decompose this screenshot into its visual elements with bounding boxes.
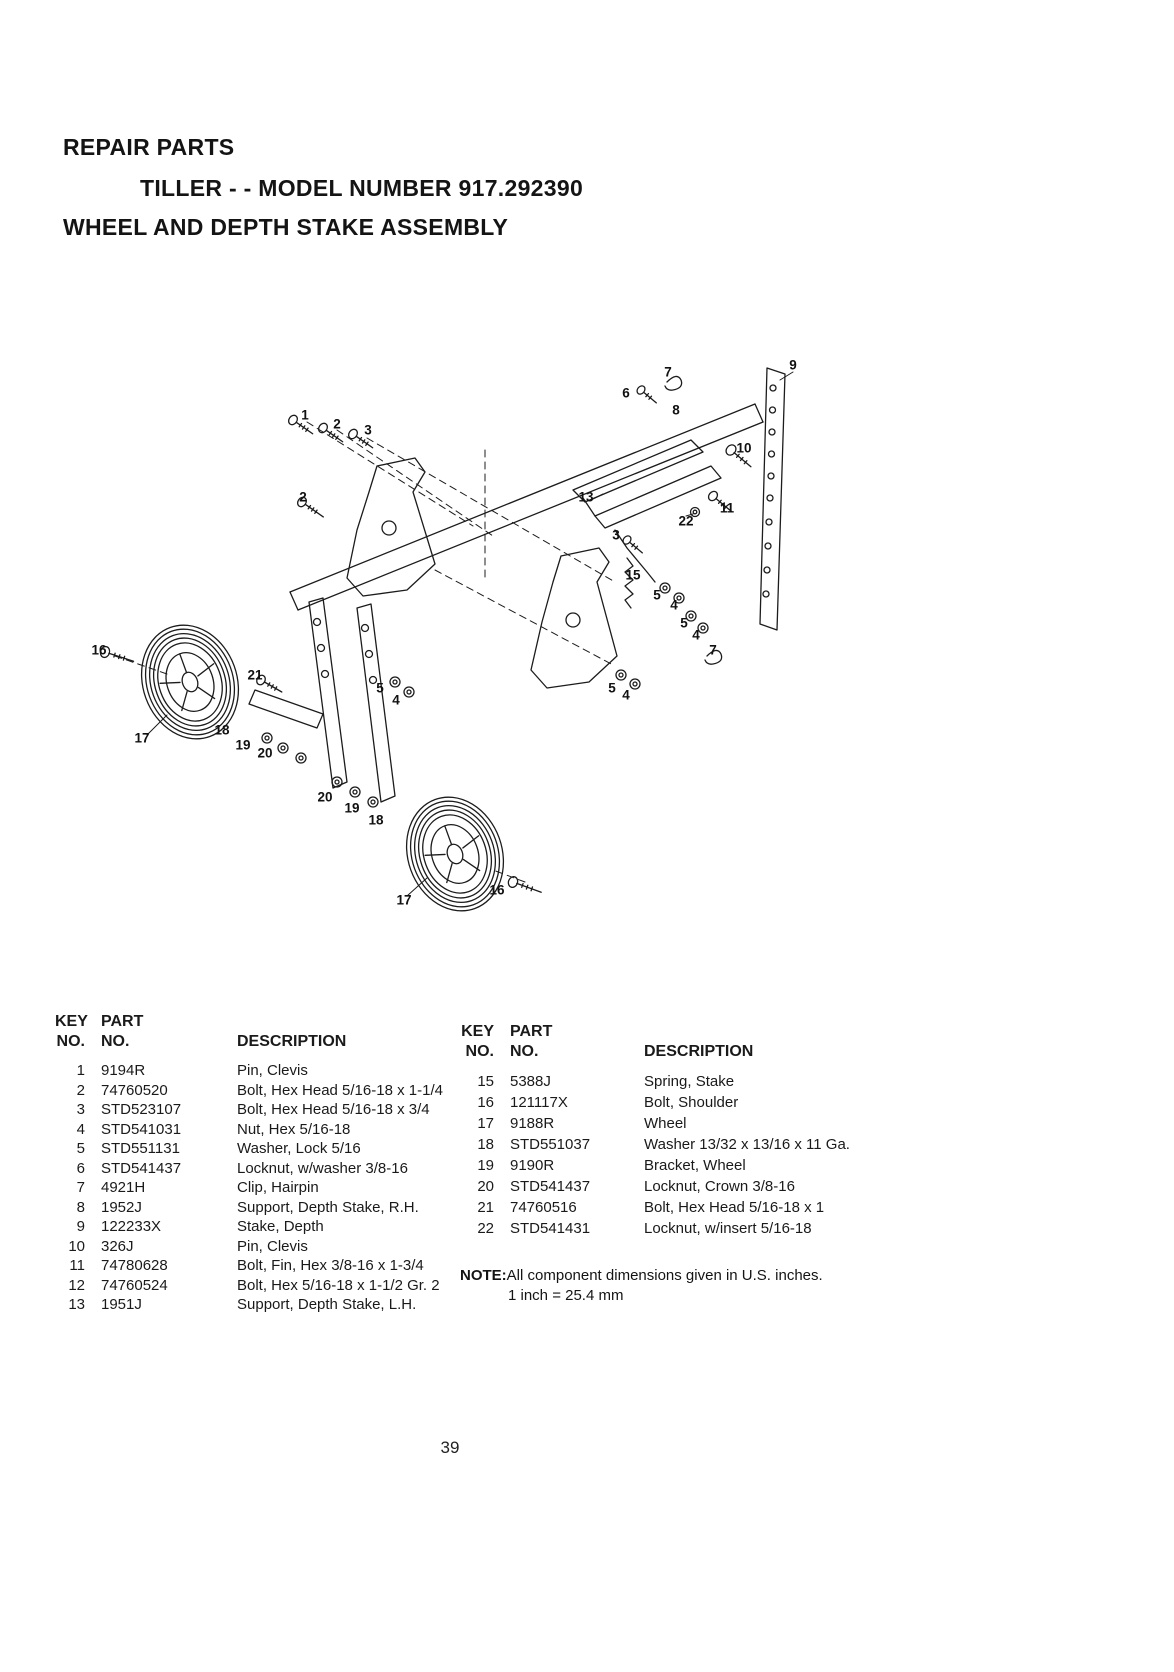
diagram-drawing (55, 330, 875, 930)
callout-5: 5 (608, 680, 616, 696)
cell-part-no: STD541031 (101, 1120, 182, 1138)
cell-part-no: STD541431 (510, 1220, 591, 1237)
callout-20: 20 (257, 745, 273, 761)
cell-description: Pin, Clevis (237, 1237, 308, 1255)
header-no-part: NO. (101, 1033, 130, 1050)
cell-part-no: 74780628 (101, 1257, 168, 1274)
table-row (460, 1197, 890, 1218)
callout-4: 4 (392, 692, 400, 708)
cell-part-no: 9188R (510, 1115, 555, 1132)
cell-description: Bolt, Hex Head 5/16-18 x 3/4 (237, 1101, 430, 1118)
callout-9: 9 (789, 357, 797, 373)
table-row (460, 1176, 890, 1197)
cell-description: Locknut, w/washer 3/8-16 (237, 1159, 408, 1177)
cell-description: Bracket, Wheel (644, 1157, 746, 1174)
cell-key-no: 22 (477, 1220, 494, 1237)
cell-part-no: 5388J (510, 1073, 551, 1090)
table-row (55, 1178, 460, 1198)
cell-description: Bolt, Shoulder (644, 1094, 739, 1111)
callout-11: 11 (719, 500, 735, 516)
note-line1 (460, 1266, 870, 1286)
cell-part-no: 326J (101, 1237, 134, 1255)
cell-key-no: 2 (76, 1081, 85, 1099)
table-row (55, 1100, 460, 1120)
callout-1: 1 (301, 407, 309, 423)
cell-description: Nut, Hex 5/16-18 (237, 1120, 351, 1138)
cell-description: Bolt, Hex Head 5/16-18 x 1-1/4 (237, 1081, 443, 1099)
cell-key-no: 11 (69, 1257, 85, 1274)
callout-5: 5 (653, 587, 661, 603)
table-row (460, 1134, 890, 1155)
cell-key-no: 5 (76, 1140, 85, 1157)
callout-7: 7 (709, 642, 717, 658)
cell-part-no: STD551131 (101, 1140, 180, 1157)
cell-key-no: 19 (477, 1157, 494, 1174)
cell-description: Stake, Depth (237, 1218, 324, 1235)
cell-part-no: 4921H (101, 1179, 146, 1196)
cell-part-no: 122233X (101, 1218, 162, 1235)
table-row (55, 1217, 460, 1237)
cell-description: Bolt, Fin, Hex 3/8-16 x 1-3/4 (237, 1257, 424, 1274)
header-key: KEY (461, 1023, 494, 1040)
table-header-row1 (55, 1012, 460, 1032)
table-row (55, 1276, 460, 1296)
table-row (460, 1113, 890, 1134)
header-no-key: NO. (56, 1033, 85, 1050)
cell-key-no: 3 (76, 1101, 85, 1118)
callout-3: 3 (612, 527, 620, 543)
title-assembly-name: WHEEL AND DEPTH STAKE ASSEMBLY (63, 214, 509, 240)
callout-5: 5 (376, 680, 384, 696)
table-row (460, 1218, 890, 1239)
cell-part-no: 9194R (101, 1062, 146, 1079)
header-key: KEY (55, 1013, 88, 1030)
callout-4: 4 (622, 687, 630, 703)
cell-part-no: STD541437 (510, 1178, 591, 1195)
callout-15: 15 (625, 567, 641, 583)
cell-key-no: 13 (68, 1296, 85, 1313)
cell-key-no: 20 (477, 1178, 494, 1195)
callout-18: 18 (368, 812, 384, 828)
parts-table-right (460, 1022, 890, 1239)
page-number: 39 (440, 1438, 460, 1457)
cell-part-no: STD523107 (101, 1101, 182, 1118)
table-row (55, 1159, 460, 1179)
cell-key-no: 1 (76, 1062, 85, 1079)
cell-description: Bolt, Hex Head 5/16-18 x 1 (644, 1199, 825, 1216)
callout-20: 20 (317, 789, 333, 805)
cell-description: Washer, Lock 5/16 (237, 1140, 361, 1157)
callout-19: 19 (235, 737, 251, 753)
callout-5: 5 (680, 615, 688, 631)
table-row (55, 1295, 460, 1315)
note-line2: 1 inch = 25.4 mm (508, 1287, 624, 1304)
table-row (55, 1120, 460, 1140)
table-header-row2 (55, 1032, 460, 1052)
header-part: PART (510, 1023, 553, 1040)
parts-table-left (55, 1012, 460, 1315)
title-repair-parts: REPAIR PARTS (63, 134, 235, 160)
table-row (55, 1061, 460, 1081)
parts-rows-left (55, 1061, 460, 1315)
table-header-row1 (460, 1022, 890, 1042)
cell-description: Washer 13/32 x 13/16 x 11 Ga. (644, 1136, 850, 1153)
callout-19: 19 (344, 800, 360, 816)
parts-rows-right (460, 1071, 890, 1239)
cell-description: Clip, Hairpin (237, 1179, 319, 1196)
cell-description: Support, Depth Stake, R.H. (237, 1198, 419, 1216)
cell-part-no: 9190R (510, 1157, 555, 1174)
cell-key-no: 6 (76, 1159, 85, 1177)
callout-10: 10 (736, 440, 752, 456)
callout-13: 13 (578, 489, 594, 505)
cell-key-no: 21 (477, 1199, 494, 1216)
table-row (55, 1256, 460, 1276)
callout-17: 17 (396, 892, 412, 908)
cell-part-no: 1952J (101, 1198, 142, 1216)
cell-description: Bolt, Hex 5/16-18 x 1-1/2 Gr. 2 (237, 1276, 440, 1294)
cell-key-no: 15 (477, 1073, 494, 1090)
cell-part-no: 121117X (510, 1094, 568, 1111)
callout-8: 8 (672, 402, 680, 418)
cell-part-no: STD551037 (510, 1136, 591, 1153)
note-label: NOTE: (460, 1267, 507, 1284)
callout-18: 18 (214, 722, 230, 738)
cell-part-no: 74760516 (510, 1199, 577, 1216)
cell-description: Locknut, w/insert 5/16-18 (644, 1220, 812, 1237)
cell-description: Spring, Stake (644, 1073, 735, 1090)
table-row (55, 1081, 460, 1101)
table-header-row2 (460, 1042, 890, 1062)
cell-key-no: 18 (477, 1136, 494, 1153)
callout-2: 2 (299, 489, 307, 505)
header-description: DESCRIPTION (644, 1043, 754, 1060)
cell-part-no: 74760524 (101, 1276, 168, 1294)
note-text: All component dimensions given in U.S. inches. (506, 1267, 823, 1284)
callout-17: 17 (134, 730, 150, 746)
cell-key-no: 8 (76, 1198, 85, 1216)
cell-key-no: 4 (76, 1120, 85, 1138)
table-row (460, 1071, 890, 1092)
callout-6: 6 (622, 385, 630, 401)
cell-description: Support, Depth Stake, L.H. (237, 1296, 417, 1313)
header-description: DESCRIPTION (237, 1033, 347, 1050)
cell-key-no: 17 (477, 1115, 494, 1132)
callout-4: 4 (692, 627, 700, 643)
callout-16: 16 (91, 642, 107, 658)
table-row (55, 1237, 460, 1257)
header-part: PART (101, 1013, 144, 1030)
cell-description: Wheel (644, 1115, 687, 1132)
cell-description: Locknut, Crown 3/8-16 (644, 1178, 795, 1195)
cell-part-no: 1951J (101, 1296, 142, 1313)
table-row (55, 1139, 460, 1159)
cell-key-no: 10 (68, 1237, 85, 1255)
callout-21: 21 (247, 667, 263, 683)
table-row (460, 1092, 890, 1113)
cell-part-no: STD541437 (101, 1159, 182, 1177)
title-model-number: TILLER - - MODEL NUMBER 917.292390 (140, 175, 584, 201)
dimensions-note (460, 1266, 870, 1306)
cell-key-no: 12 (68, 1276, 85, 1294)
table-row (55, 1198, 460, 1218)
callout-3: 3 (364, 422, 372, 438)
cell-key-no: 9 (76, 1218, 85, 1235)
cell-part-no: 74760520 (101, 1081, 168, 1099)
callout-4: 4 (670, 597, 678, 613)
cell-key-no: 7 (76, 1179, 85, 1196)
header-no-key: NO. (465, 1043, 494, 1060)
cell-key-no: 16 (477, 1094, 494, 1111)
callout-7: 7 (664, 364, 672, 380)
callout-2: 2 (333, 416, 341, 432)
callout-22: 22 (678, 513, 694, 529)
exploded-parts-diagram (55, 330, 875, 930)
table-row (460, 1155, 890, 1176)
header-no-part: NO. (510, 1043, 539, 1060)
cell-description: Pin, Clevis (237, 1062, 308, 1079)
callout-16: 16 (489, 882, 505, 898)
